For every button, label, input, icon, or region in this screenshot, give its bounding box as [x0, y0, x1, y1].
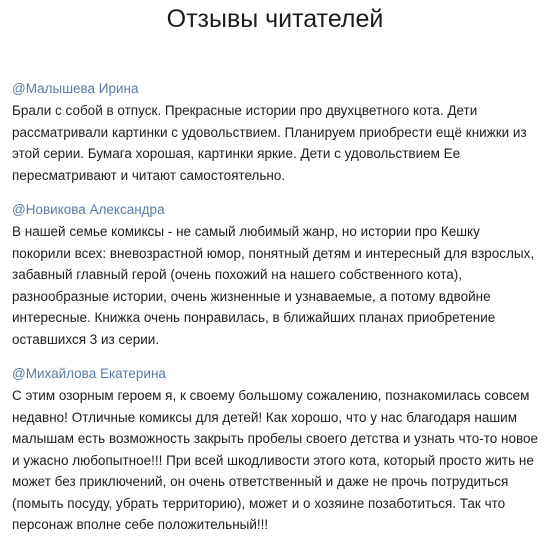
review-author-link[interactable]: @Михайлова Екатерина — [12, 366, 166, 381]
review-author-link[interactable]: @Новикова Александра — [12, 202, 165, 217]
review-text: В нашей семье комиксы - не самый любимый жанр, но истории про Кешку покорили всех: вневозрастной юмор, понятный детям и интересный для взрослых, забавный главный герой (очень похожий на нашего собственного кота), разнообразные истории, очень жизненные и узнаваемые, а потому вдвойне интересные. Книжка очень понравилась, в ближайших планах приобретение оставшихся 3 из серии. — [12, 224, 535, 347]
reviews-list — [12, 80, 542, 551]
review-author-link[interactable]: @Малышева Ирина — [12, 81, 139, 96]
page-title: Отзывы читателей — [166, 5, 384, 33]
review-item — [12, 80, 542, 186]
review-item — [12, 201, 542, 350]
review-text: С этим озорным героем я, к своему большому сожалению, познакомилась совсем недавно! Отличные комиксы для детей! Как хорошо, что у нас благодаря нашим малышам есть возможность закрыть пробелы своего детства и узнать что-то новое и ужасно любопытное!!! При всей шкодливости этого кота, который просто жить не может без приключений, он очень ответственный и даже не прочь потрудиться (помыть посуду, убрать территорию), может и о хозяине позаботиться. Так что персонаж вполне себе положительный!!! — [12, 388, 539, 532]
review-text: Брали с собой в отпуск. Прекрасные истории про двухцветного кота. Дети рассматривали картинки с удовольствием. Планируем приобрести ещё книжки из этой серии. Бумага хорошая, картинки яркие. Дети с удовольствием Ее пересматривают и читают самостоятельно. — [12, 103, 527, 183]
review-item — [12, 365, 542, 536]
